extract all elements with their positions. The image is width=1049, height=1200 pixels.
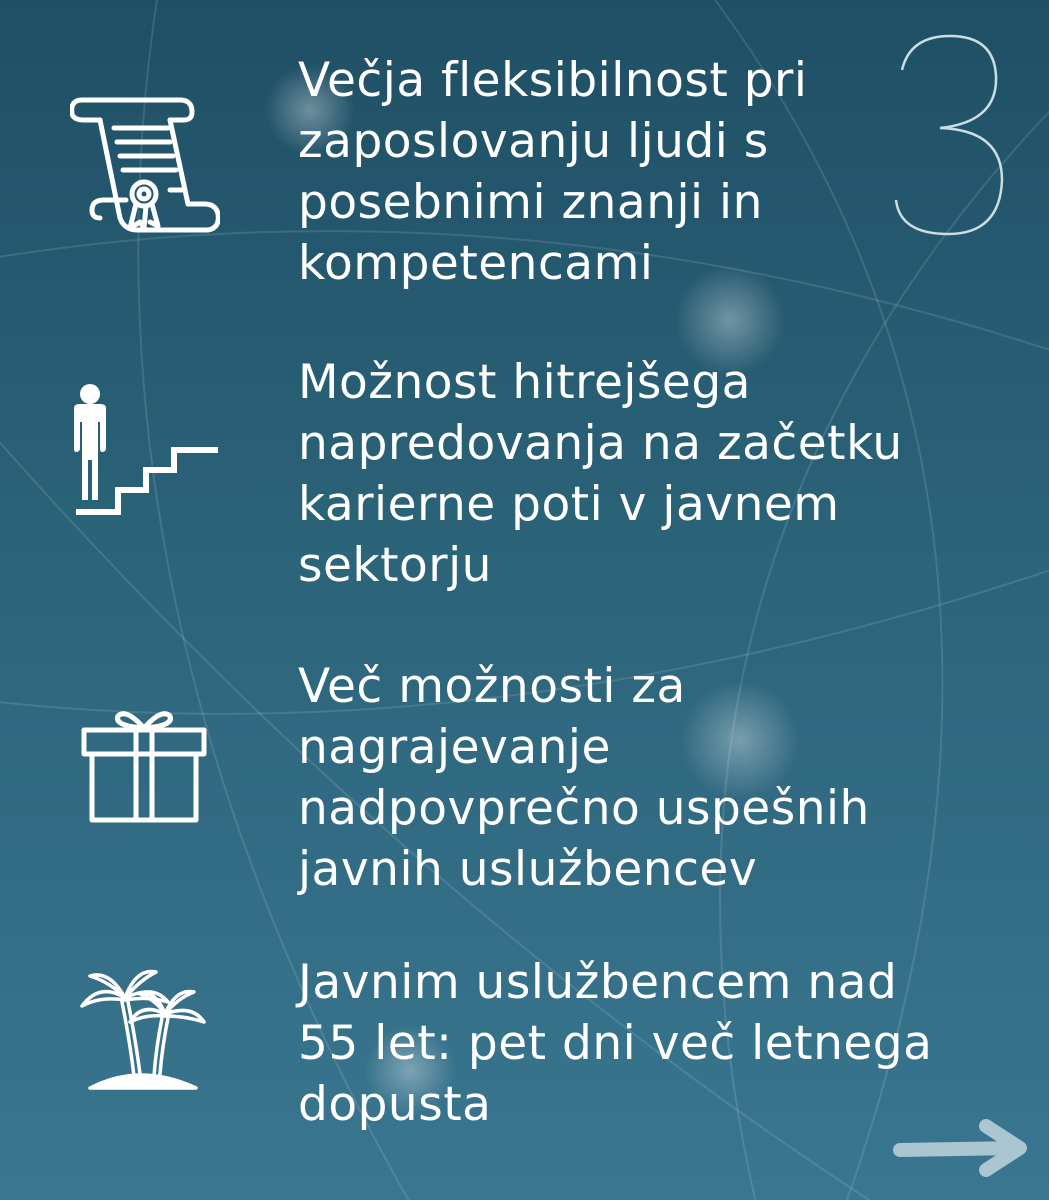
item-1-text: Večja fleksibilnost pri zaposlovanju ljudi s posebnimi znanji in kompetencami <box>298 53 808 291</box>
item-4-text: Javnim uslužbencem nad 55 let: pet dni več letnega dopusta <box>298 955 933 1132</box>
next-arrow-icon[interactable] <box>890 1118 1035 1178</box>
gift-icon <box>70 706 220 856</box>
career-stairs-icon <box>70 382 220 532</box>
item-2-text: Možnost hitrejšega napredovanja na začetku karierne poti v javnem sektorju <box>298 355 903 593</box>
certificate-scroll-icon <box>70 90 220 240</box>
palm-island-icon <box>70 962 220 1112</box>
item-3-text: Več možnosti za nagrajevanje nadpovprečno uspešnih javnih uslužbencev <box>298 659 870 897</box>
